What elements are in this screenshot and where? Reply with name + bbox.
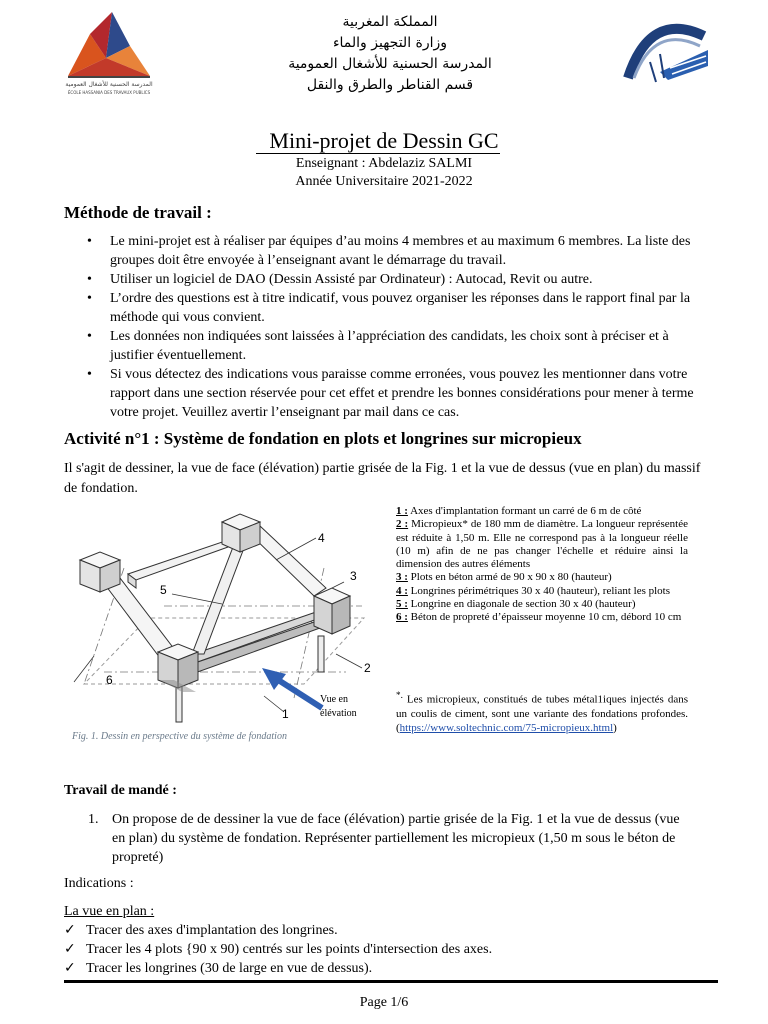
legend-item: 1 : Axes d'implantation formant un carré de 6 m de côté bbox=[396, 505, 642, 517]
bullet-item: • Si vous détectez des indications vous paraisse comme erronées, vous pouvez les mentionner dans votre rapport dans une section réservée pour cet effet et prendre les bonnes considérations pour mener à terme votre projet. Veuillez avertir l’enseignant par mail dans ce cas. bbox=[72, 365, 700, 422]
activite-intro: Il s'agit de dessiner, la vue de face (élévation) partie grisée de la Fig. 1 et la vue de dessus (vue en plan) du massif de fondation. bbox=[64, 461, 701, 496]
document-title: Mini-projet de Dessin GC bbox=[269, 128, 499, 153]
travail-heading: Travail de mandé : bbox=[64, 783, 177, 798]
figure-legend bbox=[396, 505, 688, 625]
legend-item: 2 : Micropieux* de 180 mm de diamètre. La longueur représentée est réduite à 1,50 m. Elle ne correspond pas à la longueur réelle (10 m) afin de ne pas changer l'échelle et réduire ainsi la dimension des autres éléments bbox=[396, 518, 688, 571]
legend-item: 3 : Plots en béton armé de 90 x 90 x 80 (hauteur) bbox=[396, 571, 612, 584]
legend-item: 6 : Béton de propreté d’épaisseur moyenne 10 cm, débord 10 cm bbox=[396, 611, 682, 624]
title-underline bbox=[256, 153, 500, 154]
ehtp-logo bbox=[60, 6, 154, 100]
foundation-perspective-figure bbox=[64, 508, 382, 730]
header-line-kingdom: المملكة المغربية bbox=[342, 14, 438, 30]
plan-view-heading: La vue en plan : bbox=[64, 904, 155, 919]
checkmark-icon: ✓ bbox=[64, 960, 76, 976]
bullet-item: • Utiliser un logiciel de DAO (Dessin Assisté par Ordinateur) : Autocad, Revit ou autre. bbox=[72, 270, 700, 289]
figure-label-2: 2 bbox=[364, 661, 371, 675]
section-heading-methode: Méthode de travail : bbox=[64, 203, 212, 222]
arrow-label-line1: Vue en bbox=[320, 694, 348, 705]
legend-item: 4 : Longrines périmétriques 30 x 40 (hauteur), reliant les plots bbox=[396, 584, 671, 597]
header-line-ministry: وزارة التجهيز والماء bbox=[332, 35, 448, 51]
logo-caption-arabic: المدرسة الحسنية للأشغال العمومية bbox=[65, 81, 153, 88]
figure-label-4: 4 bbox=[318, 531, 325, 545]
travail-numbered-list bbox=[90, 810, 696, 867]
teacher-line: Enseignant : Abdelaziz SALMI bbox=[295, 156, 473, 171]
check-item: ✓ Tracer des axes d'implantation des longrines. bbox=[64, 922, 338, 938]
bullet-item: • Le mini-projet est à réaliser par équipes d’au moins 4 membres et au maximum 6 membres. La liste des groupes doit être envoyée à l’enseignant avant le démarrage du travail. bbox=[72, 232, 700, 270]
figure-label-1: 1 bbox=[282, 707, 289, 721]
figure-label-3: 3 bbox=[350, 569, 357, 583]
arrow-label-line2: élévation bbox=[320, 708, 357, 719]
footer-rule bbox=[64, 980, 718, 983]
indications-label: Indications : bbox=[64, 876, 134, 891]
figure-label-6: 6 bbox=[106, 673, 113, 687]
soltechnic-link[interactable]: https://www.soltechnic.com/75-micropieux.html bbox=[399, 721, 614, 734]
plan-view-checklist bbox=[64, 921, 492, 978]
figure-label-5: 5 bbox=[160, 583, 167, 597]
bullet-item: • L’ordre des questions est à titre indicatif, vous pouvez organiser les réponses dans le rapport final par la méthode qui vous convient. bbox=[72, 289, 700, 327]
travail-item: On propose de de dessiner la vue de face (élévation) partie grisée de la Fig. 1 et la vue de dessus (vue en plan) du système de fondation. Représenter partiellement les micropieux (1,50 m sous le béton de propreté) bbox=[112, 812, 680, 865]
bridge-logo bbox=[620, 6, 712, 96]
academic-year: Année Universitaire 2021-2022 bbox=[295, 174, 473, 189]
micropile-footnote: *. Les micropieux, constitués de tubes métal1iques injectés dans un coulis de ciment, sont une variante des fondations profondes. (https://www.soltechnic.com/75-micropieux.html) bbox=[396, 690, 688, 734]
item-number: 1. bbox=[88, 812, 99, 827]
checkmark-icon: ✓ bbox=[64, 941, 76, 957]
check-item: ✓ Tracer les longrines (30 de large en vue de dessus). bbox=[64, 960, 373, 976]
legend-item: 5 : Longrine en diagonale de section 30 x 40 (hauteur) bbox=[396, 598, 636, 611]
header-line-school: المدرسة الحسنية للأشغال العمومية bbox=[288, 56, 492, 72]
methode-bullet-list bbox=[72, 232, 700, 422]
header-line-department: قسم القناطر والطرق والنقل bbox=[306, 77, 474, 93]
arrow-head-icon bbox=[262, 668, 286, 690]
page-number: Page 1/6 bbox=[359, 995, 409, 1010]
institution-header bbox=[230, 12, 550, 96]
logo-caption-latin: ÉCOLE HASSANIA DES TRAVAUX PUBLICS bbox=[67, 90, 151, 95]
bullet-item: • Les données non indiquées sont laissées à l’appréciation des candidats, les choix sont à préciser et à justifier éventuellement. bbox=[72, 327, 700, 365]
check-item: ✓ Tracer les 4 plots {90 x 90) centrés sur les points d'intersection des axes. bbox=[64, 941, 493, 957]
section-heading-activite: Activité n°1 : Système de fondation en plots et longrines sur micropieux bbox=[64, 429, 582, 448]
figure-caption: Fig. 1. Dessin en perspective du système de fondation bbox=[72, 731, 287, 742]
checkmark-icon: ✓ bbox=[64, 922, 76, 938]
